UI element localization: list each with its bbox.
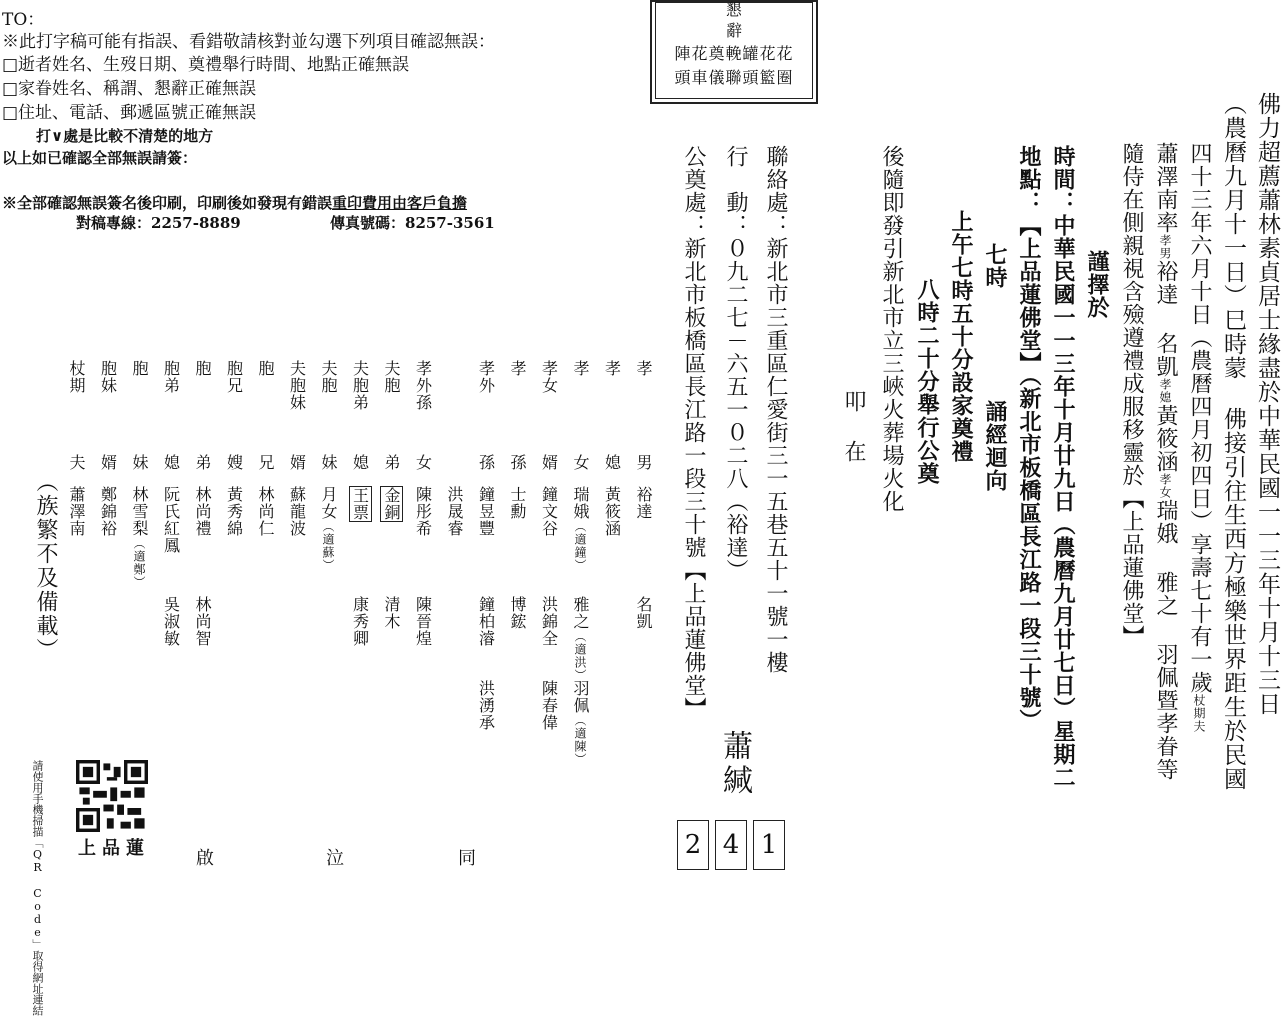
footer-word-1: 啟 [196,848,214,869]
family-title: 杖期 [67,360,86,394]
family-name-text: 月女 [319,486,338,520]
family-extra-text: 鐘柏濬 [476,596,496,647]
family-name-text: 鐘文谷 [539,486,559,537]
family-name [502,486,532,520]
sched-item-3: 八時二十分舉行公奠 [914,278,940,485]
family-name-text: 瑞娥 [571,486,590,520]
family-extra-text: 雅之 [571,596,590,630]
obit-col-4-f: 孝女 [1158,473,1172,499]
family-extra-2-text: 陳春偉 [539,680,559,731]
warning-text: ※此打字稿可能有指誤、看錯敬請核對並勾選下列項目確認無誤： [2,32,495,52]
family-extra-note: （適洪） [573,630,587,682]
family-title: 胞 [193,360,212,377]
family-relation: 嫂 [224,454,244,471]
family-name [156,486,186,554]
family-relation: 女 [571,454,590,471]
family-name-text: 林尚禮 [193,486,212,537]
obit-col-4-c: 裕達 名凱 [1153,260,1178,378]
family-title: 夫胞弟 [350,360,370,411]
family-title: 夫胞妹 [287,360,307,411]
family-name [124,486,154,589]
sign-line: 以上如已確認全部無誤請簽： [2,149,198,167]
obit-col-6: 謹擇於 [1084,250,1110,319]
family-title: 夫胞 [382,360,401,394]
family-extra-text: 清木 [382,596,401,630]
family-relation: 孫 [476,454,496,471]
family-title: 孝女 [539,360,559,394]
header-box-inner [655,2,813,99]
obit-col-4 [1148,142,1182,781]
header-line-1: 懇 [725,0,742,19]
family-relation: 婿 [98,454,118,471]
family-extra-text: 康秀卿 [350,596,370,647]
family-name [345,486,375,522]
family-extra-2 [565,680,595,766]
family-name [597,486,627,537]
family-name [565,486,595,572]
footer-word-2: 泣 [326,848,344,869]
family-relation: 女 [413,454,433,471]
obit-col-2: （農曆九月十一日）巳時蒙 佛接引往生西方極樂世界距生於民國 [1220,92,1246,791]
family-relation: 媳 [161,454,181,471]
family-extra-text: 林尚智 [193,596,212,647]
family-title: 胞兄 [224,360,244,394]
family-name-text: 陳彤希 [413,486,433,537]
to-label: TO： [2,10,45,30]
family-extra-text: 博鋐 [508,596,527,630]
family-extra-2-text: 羽佩 [571,680,590,714]
family-extra-2-note: （適陳） [573,714,587,766]
family-relation: 妹 [130,454,149,471]
obit-col-5: 隨侍在側親視含殮遵禮成服移靈於【上品蓮佛堂】 [1119,142,1144,648]
family-title: 孝 [634,360,653,377]
family-name [534,486,564,537]
family-name [282,486,312,537]
family-name [93,486,123,537]
family-relation: 妹 [319,454,338,471]
family-name [439,486,469,537]
family-extra-2-text: 洪湧承 [476,680,496,731]
zai-char: 在 [841,440,866,463]
final-notice-underlined: 重印費用由客戶負擔 [332,194,468,212]
family-extra [471,596,501,647]
family-name-text: 蕭澤南 [67,486,86,537]
family-extra-text: 吳淑敏 [161,596,181,647]
sched-item-1: 誦經迴向 [982,400,1008,492]
qr-caption: 請使用手機掃描「QR Code」取得網址連結 [31,760,44,1016]
family-name-text: 王票 [350,487,370,521]
family-extra-text: 陳晉煌 [413,596,433,647]
tick-note: 打∨處是比較不清楚的地方 [36,127,214,145]
family-extra [408,596,438,647]
public-hall: 公奠處：新北市板橋區長江路一段三十號【上品蓮佛堂】 [681,145,706,720]
obit-col-1: 佛力超薦蕭林素貞居士緣盡於中華民國一一三年十月十三日 [1254,92,1280,716]
family-name-note: （適鐘） [573,520,587,572]
obit-col-4-d: 孝媳 [1158,378,1172,404]
footer-word-3: 同 [458,848,476,869]
check-item-3[interactable]: □住址、電話、郵遞區號正確無誤 [2,103,257,123]
family-relation: 孫 [508,454,527,471]
family-name [61,486,91,537]
code-digit-2: 4 [715,820,747,870]
family-name-note: （適蘇） [321,520,335,572]
family-extra [156,596,186,647]
obit-col-3-note: 杖期夫 [1192,694,1206,733]
family-name-text: 林尚仁 [256,486,275,537]
liaison-address: 聯絡處：新北市三重區仁愛街三一五巷五十一號一樓 [763,145,788,674]
family-name [471,486,501,537]
time-line: 時間：中華民國一一三年十月廿九日（農曆九月廿七日）星期二 [1050,145,1076,789]
header-line-4: 頭車儀聯頭籃圈 [674,68,794,87]
place-line: 地點：【上品蓮佛堂】（新北市板橋區長江路一段三十號） [1016,145,1042,732]
family-name-text: 黃筱涵 [602,486,622,537]
family-name-text: 蘇龍波 [287,486,307,537]
family-name-text: 林雪梨 [130,486,149,537]
signature: 蕭緘 [717,730,752,798]
family-name-text: 鄭錦裕 [98,486,118,537]
family-title: 孝 [571,360,590,377]
family-title: 孝外孫 [413,360,433,411]
family-extra [534,596,564,647]
family-title: 孝 [602,360,622,377]
family-extra-2 [534,680,564,731]
family-name [219,486,249,537]
family-name [187,486,217,537]
family-extra [187,596,217,647]
code-digit-1: 2 [677,820,709,870]
family-title: 胞弟 [161,360,181,394]
family-name [376,486,406,522]
family-extra-2 [471,680,501,731]
family-name-text: 裕達 [634,486,653,520]
family-name-text: 黃秀綿 [224,486,244,537]
family-relation: 男 [634,454,653,471]
family-title: 夫胞 [319,360,338,394]
family-title: 胞妹 [98,360,118,394]
family-relation: 弟 [382,454,401,471]
family-relation: 媳 [350,454,370,471]
kou-char: 叩 [841,390,866,413]
obit-col-3 [1182,142,1216,733]
family-relation: 婿 [287,454,307,471]
sched-time-1: 七時 [982,243,1008,289]
family-name [628,486,658,520]
obit-after: 後隨即發引新北市立三峽火葬場火化 [879,145,904,513]
header-line-2: 辭 [725,21,742,40]
family-extra [628,596,658,630]
family-name-text: 士勳 [508,486,527,520]
code-digit-3: 1 [753,820,785,870]
obit-col-4-a: 蕭澤南率 [1153,142,1178,234]
family-extra-text: 洪錦全 [539,596,559,647]
header-box [650,0,818,104]
final-notice [2,193,467,214]
fax-label: 傳真號碼：8257-3561 [330,214,495,232]
mobile-number: 行 動：０九二七－六五一０二八（裕達） [723,145,748,582]
family-name-text: 鐘昱豐 [476,486,496,537]
obit-col-4-e: 黃筱涵 [1153,404,1178,473]
final-notice-text: ※全部確認無誤簽名後印刷，印刷後如發現有錯誤 [2,194,333,212]
family-name [250,486,280,537]
family-closing: （族繁不及備載） [33,470,58,662]
family-name [408,486,438,537]
family-extra [345,596,375,647]
family-title: 胞 [130,360,149,377]
family-relation: 弟 [193,454,212,471]
family-name-text: 阮氏紅鳳 [161,486,181,554]
check-item-1[interactable]: □逝者姓名、生歿日期、奠禮舉行時間、地點正確無誤 [2,55,410,75]
family-name-text: 洪晟睿 [445,486,464,537]
header-line-3: 陣花奠輓罐花花 [674,44,794,63]
brand-name: 上品蓮 [78,838,150,859]
obit-col-3-text: 四十三年六月十日（農曆四月初四日）享壽七十有一歲 [1187,142,1212,694]
phone-label: 對稿專線：2257-8889 [76,214,241,232]
obit-col-4-g: 瑞娥 雅之 羽佩暨孝眷等 [1153,499,1178,781]
family-name-note: （適鄭） [132,537,146,589]
family-extra [565,596,595,682]
family-relation: 婿 [539,454,559,471]
family-title: 孝 [508,360,527,377]
family-relation: 夫 [67,454,86,471]
family-extra [502,596,532,630]
sched-item-2: 上午七時五十分設家奠禮 [948,210,974,463]
family-title: 孝外 [476,360,496,394]
family-relation: 媳 [602,454,622,471]
family-title: 胞 [256,360,275,377]
family-name [313,486,343,572]
obit-col-4-b: 孝男 [1158,234,1172,260]
family-name-text: 金銅 [382,487,401,521]
check-item-2[interactable]: □家眷姓名、稱謂、懇辭正確無誤 [2,79,257,99]
family-extra [376,596,406,630]
family-extra-text: 名凱 [634,596,653,630]
qr-code[interactable] [76,760,148,832]
family-relation: 兄 [256,454,275,471]
